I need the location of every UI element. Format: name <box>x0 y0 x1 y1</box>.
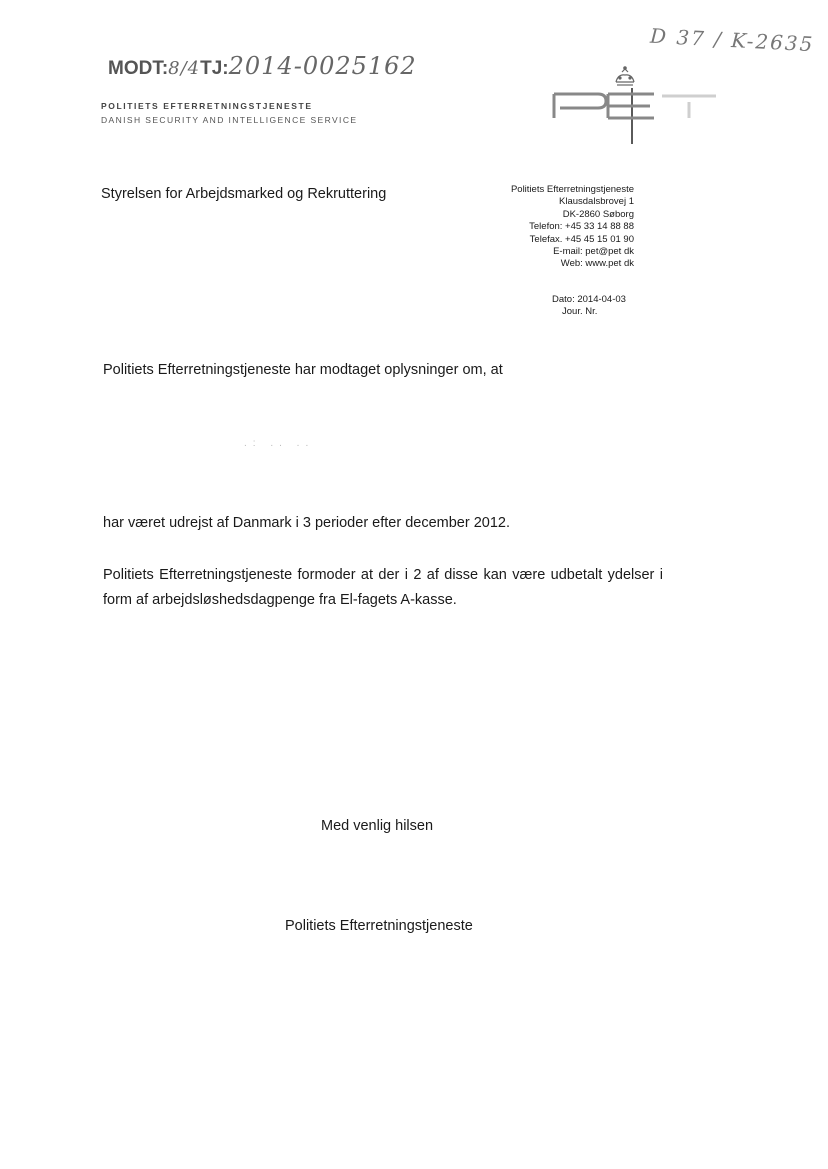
stamp-tj-label: TJ: <box>200 58 229 79</box>
sender-city: DK-2860 Søborg <box>562 208 634 220</box>
sender-phone: Telefon: +45 33 14 88 88 <box>529 221 634 233</box>
org-name-english: DANISH SECURITY AND INTELLIGENCE SERVICE <box>101 115 358 125</box>
handwritten-reference: D 37 / K-2635 <box>649 23 815 57</box>
signature-org: Politiets Efterretningstjeneste <box>285 918 473 934</box>
stamp-date-handwritten: 8/4 <box>168 58 201 79</box>
sender-email: E-mail: pet@pet dk <box>553 246 634 258</box>
body-paragraph-2: har været udrejst af Danmark i 3 perioder efter december 2012. <box>103 515 511 531</box>
received-stamp <box>108 52 417 80</box>
sender-address-block <box>511 184 634 271</box>
sender-fax: Telefax. +45 45 15 01 90 <box>529 233 634 245</box>
date-journal-block <box>552 294 626 319</box>
sender-web: Web: www.pet dk <box>560 258 634 270</box>
body-paragraph-1: Politiets Efterretningstjeneste har modtaget oplysninger om, at <box>103 362 503 378</box>
stamp-label: MODT: <box>108 58 169 79</box>
sender-name: Politiets Efterretningstjeneste <box>510 184 634 195</box>
redacted-name: .: .. .. <box>244 438 315 449</box>
journal-number: Jour. Nr. <box>562 306 598 318</box>
recipient-address: Styrelsen for Arbejdsmarked og Rekruttering <box>101 186 387 202</box>
body-paragraph-3: Politiets Efterretningstjeneste formoder at der i 2 af disse kan være udbetalt ydelser i form af arbejdsløshedsdagpenge fra El-fagets A-kasse. <box>103 567 663 608</box>
sender-street: Klausdalsbrovej 1 <box>559 196 634 208</box>
stamp-journal-handwritten: 2014-0025162 <box>228 52 417 80</box>
letter-date: Dato: 2014-04-03 <box>552 294 626 305</box>
org-name-danish: POLITIETS EFTERRETNINGSTJENESTE <box>101 101 313 111</box>
closing-greeting: Med venlig hilsen <box>321 818 434 834</box>
pet-crown-logo-icon <box>550 66 720 151</box>
